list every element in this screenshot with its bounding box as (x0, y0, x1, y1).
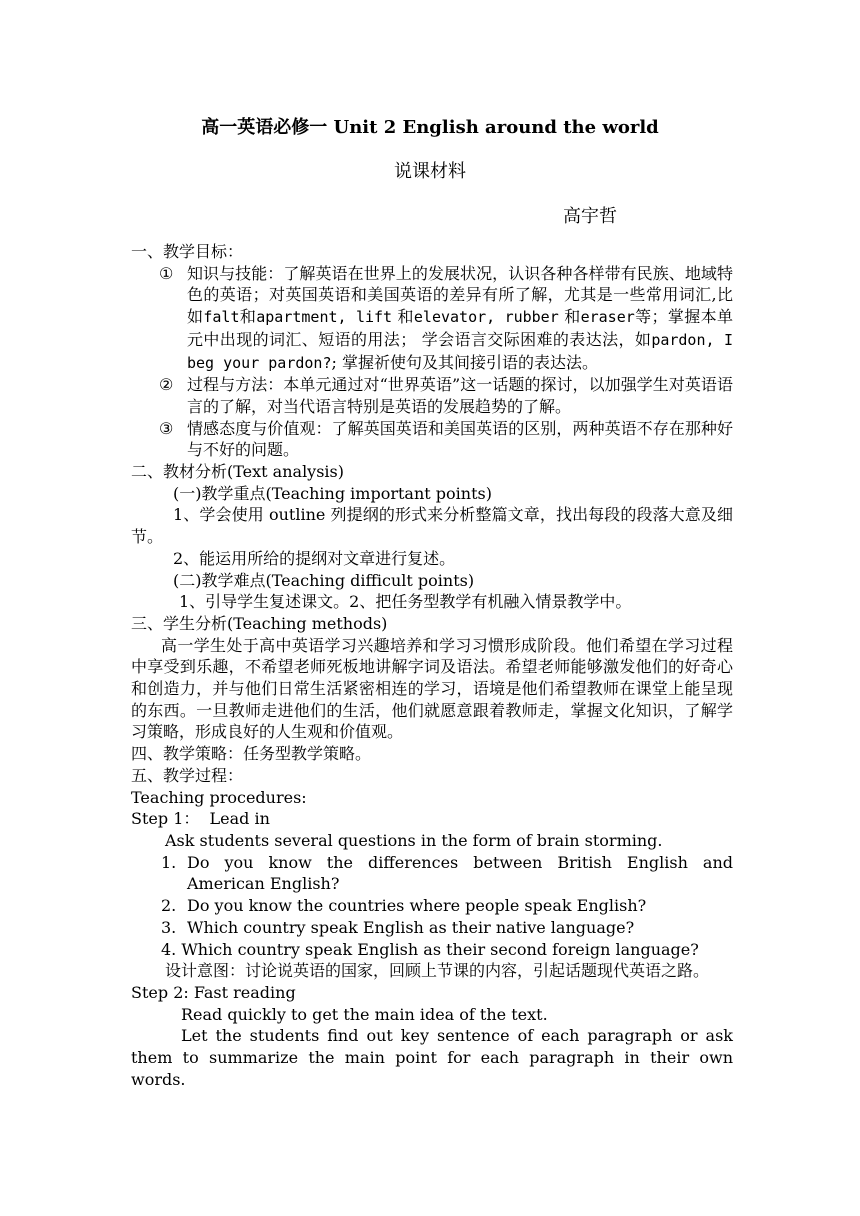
subheading-important-points: (一)教学重点(Teaching important points) (173, 483, 492, 503)
design-intent: 设计意图：讨论说英语的国家，回顾上节课的内容，引起话题现代英语之路。 (165, 961, 710, 981)
section-heading-objectives: 一、教学目标： (131, 242, 244, 261)
question-item-2: 2. Do you know the countries where people speak English? (161, 896, 647, 916)
step-2-heading: Step 2: Fast reading (131, 982, 296, 1002)
student-analysis-paragraph: 高一学生处于高中英语学习兴趣培养和学习习惯形成阶段。他们希望在学习过程中享受到乐趣，不希望老师死板地讲解字词及语法。希望老师能够激发他们的好奇心和创造力，并与他们日常生活紧密相连的学习，语境是他们希望教师在课堂上能呈现的东西。一旦教师走进他们的生活，他们就愿意跟着教师走，掌握文化知识，了解学习策略，形成良好的人生观和价值观。 (131, 635, 733, 742)
question-item-3: 3. Which country speak English as their native language? (161, 917, 635, 937)
fast-reading-task: Let the students find out key sentence of each paragraph or ask them to summarize the main point for each paragraph in their own words. (131, 1026, 733, 1089)
step-1-heading: Step 1： Lead in (131, 809, 270, 829)
question-item-4: 4. Which country speak English as their second foreign language? (161, 939, 699, 959)
section-heading-student-analysis: 三、学生分析(Teaching methods) (131, 613, 388, 633)
question-number: 1. (161, 852, 177, 872)
fast-reading-instruction: Read quickly to get the main idea of the text. (181, 1004, 548, 1024)
section-heading-strategy: 四、教学策略：任务型教学策略。 (131, 744, 372, 764)
question-number: 2. (161, 896, 177, 916)
procedures-label: Teaching procedures: (131, 787, 307, 807)
author-name: 高宇哲 (563, 206, 617, 227)
subheading-difficult-points: (二)教学难点(Teaching difficult points) (173, 570, 475, 590)
objective-number: ① (159, 263, 174, 283)
objective-number: ③ (159, 418, 174, 438)
question-item-1: 1. Do you know the differences between British English and American English? (161, 852, 733, 894)
objective-item-3: ③ 情感态度与价值观：了解英国英语和美国英语的区别，两种英语不存在那种好与不好的问题。 (159, 418, 733, 460)
document-subtitle: 说课材料 (394, 161, 466, 182)
question-number: 3. (161, 917, 177, 937)
important-point-2: 2、能运用所给的提纲对文章进行复述。 (173, 548, 456, 568)
objective-item-2: ② 过程与方法：本单元通过对“世界英语”这一话题的探讨，以加强学生对英语语言的了解，对当代语言特别是英语的发展趋势的了解。 (159, 375, 733, 416)
difficult-points: 1、引导学生复述课文。2、把任务型教学有机融入情景教学中。 (179, 592, 632, 612)
brainstorm-instruction: Ask students several questions in the form of brain storming. (165, 830, 663, 850)
document-title: 高一英语必修一 Unit 2 English around the world (201, 117, 659, 138)
objective-item-1: ① 知识与技能：了解英语在世界上的发展状况，认识各种各样带有民族、地域特色的英语；对英国英语和美国英语的差异有所了解，尤其是一些常用词汇,比如falt和apartment, lift 和elevator, rubber 和eraser等；掌握本单元中出现的词汇、短语的用法； 学会语言交际困难的表达法，如pardon, I beg your pardon?; 掌握祈使句及其间接引语的表达法。 (159, 263, 733, 372)
section-heading-process: 五、教学过程： (131, 765, 244, 785)
section-heading-text-analysis: 二、教材分析(Text analysis) (131, 462, 345, 482)
important-point-1: 1、学会使用 outline 列提纲的形式来分析整篇文章，找出每段的段落大意及细节。 (131, 505, 733, 547)
objective-number: ② (159, 375, 174, 395)
document-body (131, 241, 733, 1090)
